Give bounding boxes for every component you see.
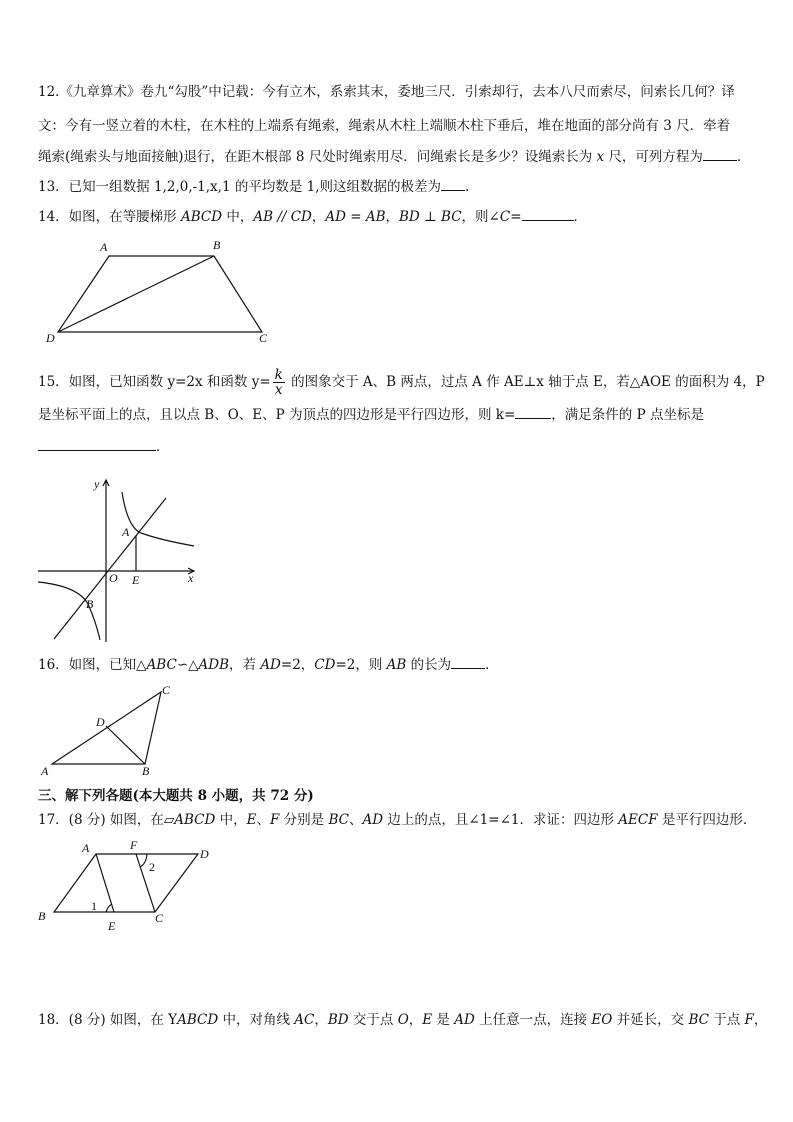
- q17-segment-ae: [96, 854, 114, 912]
- q18-ad: AD: [454, 1012, 475, 1028]
- q15-line1: [38, 368, 765, 397]
- section3-heading: 三、解下列各题(本大题共 8 小题，共 72 分): [38, 788, 314, 804]
- q17-bc: BC: [328, 812, 349, 828]
- q16-ab: AB: [386, 657, 407, 673]
- q16-label-b: B: [142, 764, 150, 778]
- q14-sep1: ，: [311, 209, 326, 225]
- q15-text-c: 是坐标平面上的点，且以点 B、O、E、P 为顶点的四边形是平行四边形，则 k=: [38, 407, 516, 423]
- q16-text-b: ，若: [229, 657, 261, 673]
- q15-graph-figure: [36, 476, 206, 646]
- q18-sep: ，: [314, 1012, 328, 1028]
- q12-line3: [38, 146, 750, 167]
- q18-ac: AC: [294, 1012, 315, 1028]
- q18-bc: BC: [688, 1012, 709, 1028]
- q15-line2: [38, 404, 704, 425]
- q17-label-b: B: [38, 909, 46, 923]
- q18-text-h: 于点: [708, 1012, 745, 1028]
- q15-end: ．: [156, 439, 170, 455]
- q16-end: ．: [485, 657, 499, 673]
- q16-label-d: D: [96, 715, 105, 729]
- q18-f: F: [744, 1012, 754, 1028]
- q16-text-d: =2，则: [335, 657, 387, 673]
- q17-label-a: A: [82, 841, 90, 855]
- q18-text-c: 交于点: [348, 1012, 398, 1028]
- q16-triangle-figure: [38, 682, 188, 778]
- q16-text: 16．如图，已知△: [38, 657, 147, 673]
- q15-label-y: y: [94, 477, 100, 491]
- q17-parallelogram-figure: [36, 836, 226, 936]
- q15-fraction: [273, 368, 285, 397]
- q13-line: [38, 176, 469, 197]
- q14-label-c: C: [259, 331, 268, 345]
- q18-text-d: ，: [408, 1012, 423, 1028]
- q16-label-c: C: [162, 683, 171, 697]
- q15-label-x: x: [188, 571, 194, 585]
- q18-text-b: 中，对角线: [218, 1012, 295, 1028]
- q14-cond-perp: BD ⊥ BC: [399, 209, 462, 225]
- q14-line: [38, 206, 587, 227]
- q16-tri-sym: △: [188, 657, 199, 673]
- q15-text-b: 的图象交于 A、B 两点，过点 A 作 AE⊥x 轴于点 E，若△AOE 的面积为 4，P: [286, 374, 765, 390]
- q13-text: 13．已知一组数据 1,2,0,-1,x,1 的平均数是 1,则这组数据的极差为: [38, 179, 442, 195]
- q18-line: [38, 1010, 767, 1030]
- q15-line3: [38, 436, 170, 457]
- q16-line: [38, 654, 499, 675]
- q14-trapezoid-name: ABCD: [180, 209, 223, 225]
- q17-line: [38, 810, 756, 830]
- q17-angle-1-arc: [106, 904, 112, 912]
- q18-text: 18．(8 分) 如图，在 Y: [38, 1012, 178, 1028]
- q14-ask-var: C: [499, 209, 511, 225]
- q12-var-x: x: [596, 149, 605, 165]
- q17-text: 17．(8 分) 如图，在▱: [38, 812, 175, 828]
- q18-text-e: 是: [432, 1012, 455, 1028]
- q15-frac-num: k: [274, 367, 283, 383]
- q16-text-e: 的长为: [406, 657, 452, 673]
- q17-label-d: D: [200, 847, 209, 861]
- q14-ask: ，则∠: [461, 209, 500, 225]
- q16-sim: ∽: [176, 657, 189, 673]
- q14-label-b: B: [213, 238, 221, 252]
- q17-angle-2-arc: [140, 854, 147, 867]
- q17-parallelogram: [54, 854, 198, 912]
- q15-frac-den: x: [274, 382, 283, 398]
- q13-answer-blank[interactable]: [441, 176, 465, 191]
- q15-hyperbola-lower: [38, 582, 100, 640]
- q18-parallelogram-name: ABCD: [177, 1012, 219, 1028]
- q15-text-d: ，满足条件的 P 点坐标是: [551, 407, 704, 423]
- q15-hyperbola-upper: [122, 492, 194, 546]
- q18-e: E: [422, 1012, 433, 1028]
- q17-parallelogram-name: ABCD: [174, 812, 216, 828]
- q12-line2: 文：今有一竖立着的木柱，在木柱的上端系有绳索，绳索从木柱上端顺木柱下垂后，堆在地面的部分尚有 3 尺．牵着: [38, 118, 731, 134]
- q18-bd: BD: [327, 1012, 349, 1028]
- q16-text-c: =2，: [280, 657, 315, 673]
- q16-label-a: A: [41, 764, 49, 778]
- q17-e: E: [246, 812, 257, 828]
- q17-label-e: E: [108, 919, 116, 933]
- q15-label-b: B: [86, 597, 94, 611]
- q14-label-a: A: [100, 240, 108, 254]
- q15-p-blank[interactable]: [38, 436, 156, 451]
- q17-ad: AD: [362, 812, 384, 828]
- q18-eo: EO: [591, 1012, 613, 1028]
- q18-o: O: [397, 1012, 409, 1028]
- q12-text: 绳索(绳索头与地面接触)退行，在距木根部 8 尺处时绳索用尽．问绳索长是多少？设绳索长为: [38, 149, 597, 165]
- q15-text: 15．如图，已知函数 y=2x 和函数 y=: [38, 374, 271, 390]
- q14-end: ．: [573, 209, 588, 225]
- q17-sep2: 、: [348, 812, 363, 828]
- q14-trapezoid: [58, 256, 262, 332]
- q17-label-angle2: 2: [149, 860, 155, 874]
- q17-aecf: AECF: [618, 812, 658, 828]
- q17-text-b: 中，: [215, 812, 247, 828]
- q16-tri2: ADB: [198, 657, 230, 673]
- q14-cond-equal: AD = AB: [325, 209, 386, 225]
- q15-line-y2x: [54, 498, 166, 639]
- q14-answer-blank[interactable]: [522, 206, 574, 221]
- q15-k-blank[interactable]: [515, 404, 551, 419]
- q18-text-f: 上任意一点，连接: [474, 1012, 592, 1028]
- q13-end: .: [465, 179, 470, 195]
- q12-end: ．: [736, 149, 751, 165]
- q14-cond-parallel: AB // CD: [253, 209, 312, 225]
- q15-label-e: E: [132, 573, 140, 587]
- q14-diagonal-bd: [58, 256, 214, 332]
- q16-ad: AD: [260, 657, 281, 673]
- q12-line1: 12.《九章算术》卷九“勾股”中记载：今有立木，系索其末，委地三尺．引索却行，去本八尺而索尽，问索长几何？译: [38, 84, 735, 100]
- q14-eq: =: [510, 209, 522, 225]
- q15-label-o: O: [109, 571, 118, 585]
- q16-triangle-abc: [52, 692, 161, 764]
- q16-answer-blank[interactable]: [451, 654, 485, 669]
- q17-label-f: F: [130, 838, 138, 852]
- q14-prefix: 14．如图，在等腰梯形: [38, 209, 181, 225]
- q17-sep: 、: [256, 812, 270, 828]
- q15-label-a: A: [122, 525, 130, 539]
- q14-label-d: D: [46, 331, 55, 345]
- q12-text-b: 尺，可列方程为: [604, 149, 703, 165]
- q18-text-g: 并延长，交: [612, 1012, 689, 1028]
- q16-segment-db: [106, 726, 145, 764]
- q14-trapezoid-figure: [40, 236, 280, 346]
- q16-tri1: ABC: [146, 657, 177, 673]
- q18-text-i: ，: [753, 1012, 768, 1028]
- q17-f: F: [270, 812, 280, 828]
- q17-text-d: 边上的点，且∠1=∠1．求证：四边形: [383, 812, 619, 828]
- q14-sep2: ，: [385, 209, 400, 225]
- q16-cd: CD: [314, 657, 336, 673]
- q17-label-angle1: 1: [91, 899, 97, 913]
- q17-text-c: 分别是: [279, 812, 329, 828]
- q17-label-c: C: [155, 911, 164, 925]
- q14-mid: 中，: [222, 209, 254, 225]
- q12-answer-blank[interactable]: [703, 146, 737, 161]
- q17-text-e: 是平行四边形．: [657, 812, 757, 828]
